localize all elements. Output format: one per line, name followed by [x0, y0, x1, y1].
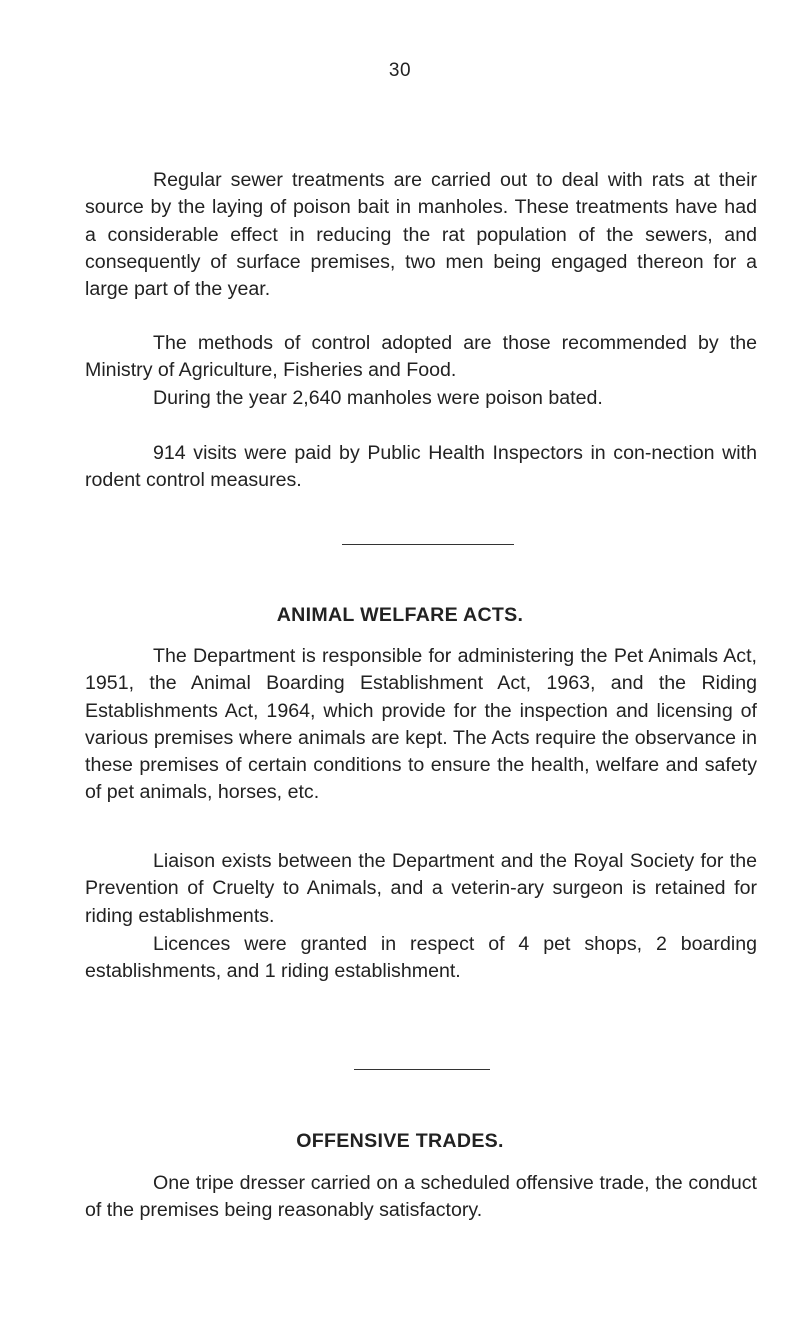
- animal-welfare-liaison: [85, 848, 757, 930]
- paragraph-manholes-baited: During the year 2,640 manholes were poison bated.: [153, 386, 603, 409]
- animal-welfare-licences: [85, 931, 757, 986]
- paragraph-sewer-treatments: Regular sewer treatments are carried out to deal with rats at their source by the laying of poison bait in manholes. These treatments have had a considerable effect in reducing the rat population of the sewers, and consequently of surface premises, two men being engaged thereon for a large part of the year.: [85, 169, 757, 301]
- rodent-control-visits: [85, 440, 757, 495]
- offensive-trades-heading: OFFENSIVE TRADES.: [296, 1130, 504, 1152]
- rodent-control-methods: [85, 330, 757, 412]
- animal-welfare-heading: ANIMAL WELFARE ACTS.: [276, 604, 524, 626]
- paragraph-licences-granted: Licences were granted in respect of 4 pet shops, 2 boarding establishments, and 1 riding establishment.: [85, 933, 757, 983]
- animal-welfare-section: [85, 643, 757, 807]
- rodent-control-section: [85, 167, 757, 303]
- section-divider: [354, 1069, 490, 1070]
- offensive-trades-section: [85, 1170, 757, 1225]
- paragraph-tripe-dresser: One tripe dresser carried on a scheduled offensive trade, the conduct of the premises being reasonably satisfactory.: [85, 1172, 757, 1222]
- page-number: 30: [388, 60, 412, 81]
- paragraph-control-methods: The methods of control adopted are those recommended by the Ministry of Agriculture, Fisheries and Food.: [85, 332, 757, 382]
- paragraph-inspector-visits: 914 visits were paid by Public Health Inspectors in con-nection with rodent control measures.: [85, 442, 757, 492]
- section-divider: [342, 544, 514, 545]
- paragraph-liaison-rspca: Liaison exists between the Department and the Royal Society for the Prevention of Cruelty to Animals, and a veterin-ary surgeon is retained for riding establishments.: [85, 850, 757, 927]
- paragraph-department-responsibility: The Department is responsible for administering the Pet Animals Act, 1951, the Animal Boarding Establishment Act, 1963, and the Riding Establishments Act, 1964, which provide for the inspection and licensing of various premises where animals are kept. The Acts require the observance in these premises of certain conditions to ensure the health, welfare and safety of pet animals, horses, etc.: [85, 645, 757, 804]
